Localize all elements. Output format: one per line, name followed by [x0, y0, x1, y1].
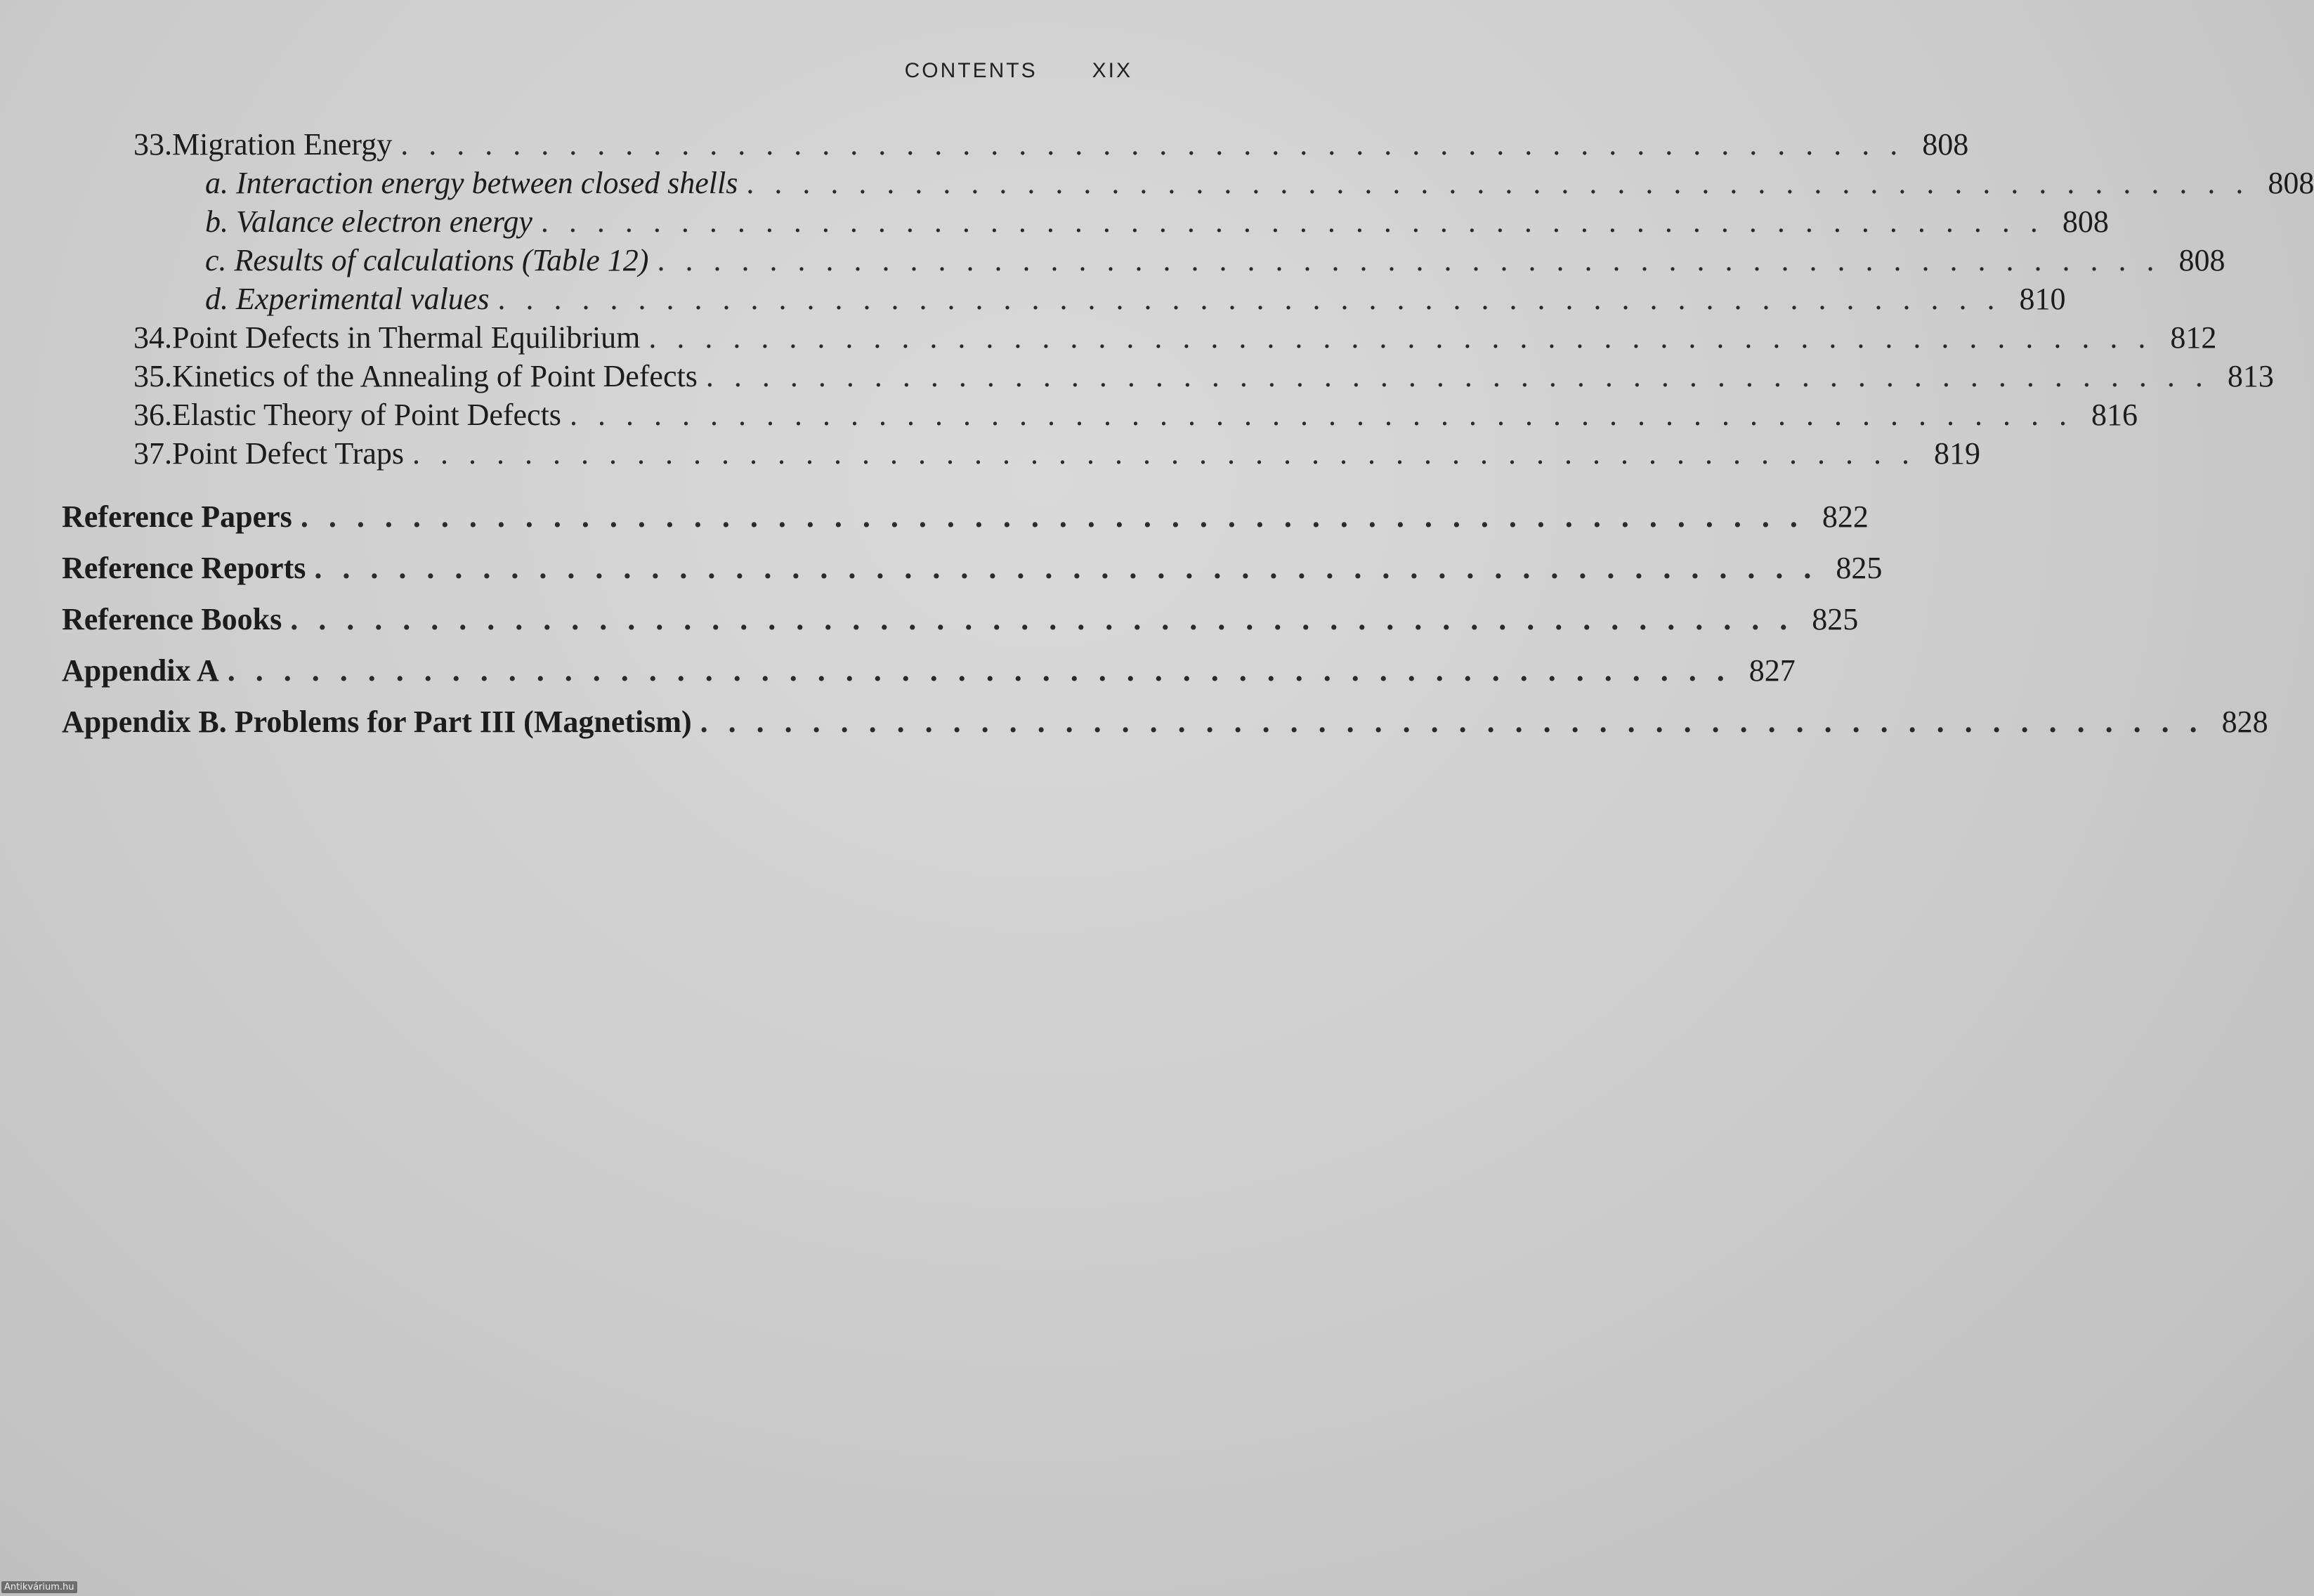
watermark-stamp: Antikvárium.hu — [1, 1581, 77, 1593]
toc-reference-books — [62, 600, 1859, 639]
toc-backmatter-title: Reference Books — [62, 602, 282, 636]
dot-leader: . . . . . . . . . . . . . . . . . . . . . . . . . . . . . . . . . . . . . . . . . . . . . . . . . . . . . . — [497, 282, 2001, 316]
toc-entry-page: 813 — [2227, 359, 2274, 393]
running-head — [905, 59, 1132, 83]
toc-appendix-b — [62, 702, 2268, 741]
toc-backmatter-title: Appendix A — [62, 653, 219, 688]
toc-subentry-33b — [205, 202, 2109, 241]
toc-entry-page: 808 — [1922, 127, 1969, 162]
toc-entry-title: Point Defects in Thermal Equilibrium — [172, 320, 641, 355]
toc-entry-page: 819 — [1934, 436, 1980, 471]
toc-subentry-33a — [205, 164, 2314, 202]
toc-entry-number: 33. — [133, 127, 172, 162]
toc-subentry-page: 810 — [2019, 282, 2066, 316]
dot-leader: . . . . . . . . . . . . . . . . . . . . . . . . . . . . . . . . . . . . . . . . . . . . . . . . . . . . . . — [705, 359, 2209, 393]
toc-subentry-33c — [205, 241, 2225, 280]
toc-subentry-page: 808 — [2062, 204, 2109, 239]
toc-backmatter-page: 822 — [1822, 499, 1869, 534]
toc-entry-number: 34. — [133, 320, 172, 355]
dot-leader: . . . . . . . . . . . . . . . . . . . . . . . . . . . . . . . . . . . . . . . . . . . . . . . . . . . . . . — [290, 602, 1794, 636]
dot-leader: . . . . . . . . . . . . . . . . . . . . . . . . . . . . . . . . . . . . . . . . . . . . . . . . . . . . . . — [700, 705, 2204, 739]
toc-backmatter-page: 827 — [1748, 653, 1796, 688]
toc-entry-34 — [133, 318, 2217, 357]
toc-entry-36 — [133, 395, 2138, 434]
toc-entry-page: 812 — [2170, 320, 2217, 355]
toc-reference-reports — [62, 549, 1883, 587]
running-head-section: CONTENTS — [904, 59, 1038, 82]
toc-backmatter-title: Reference Papers — [62, 499, 292, 534]
toc-entry-title: Migration Energy — [172, 127, 393, 162]
toc-entry-number: 36. — [133, 398, 172, 432]
dot-leader: . . . . . . . . . . . . . . . . . . . . . . . . . . . . . . . . . . . . . . . . . . . . . . . . . . . . . . — [569, 398, 2073, 432]
toc-entry-35 — [133, 357, 2274, 395]
toc-backmatter-page: 825 — [1836, 551, 1883, 585]
toc-entry-number: 35. — [133, 359, 172, 393]
toc-subentry-33d — [205, 280, 2066, 318]
toc-subentry-title: a. Interaction energy between closed shells — [205, 166, 738, 200]
toc-backmatter-page: 825 — [1812, 602, 1859, 636]
dot-leader: . . . . . . . . . . . . . . . . . . . . . . . . . . . . . . . . . . . . . . . . . . . . . . . . . . . . . . — [648, 320, 2152, 355]
toc-entry-37 — [133, 434, 1980, 473]
toc-appendix-a — [62, 651, 1796, 690]
toc-backmatter-title: Reference Reports — [62, 551, 306, 585]
toc-reference-papers — [62, 497, 1869, 536]
dot-leader: . . . . . . . . . . . . . . . . . . . . . . . . . . . . . . . . . . . . . . . . . . . . . . . . . . . . . . — [300, 499, 1804, 534]
toc-subentry-page: 808 — [2268, 166, 2314, 200]
dot-leader: . . . . . . . . . . . . . . . . . . . . . . . . . . . . . . . . . . . . . . . . . . . . . . . . . . . . . . — [227, 653, 1731, 688]
toc-entry-number: 37. — [133, 436, 172, 471]
toc-entry-title: Kinetics of the Annealing of Point Defects — [172, 359, 698, 393]
dot-leader: . . . . . . . . . . . . . . . . . . . . . . . . . . . . . . . . . . . . . . . . . . . . . . . . . . . . . . — [746, 166, 2250, 200]
toc-subentry-title: b. Valance electron energy — [205, 204, 532, 239]
toc-entry-33 — [133, 125, 1969, 164]
toc-subentry-page: 808 — [2178, 243, 2225, 277]
dot-leader: . . . . . . . . . . . . . . . . . . . . . . . . . . . . . . . . . . . . . . . . . . . . . . . . . . . . . . — [657, 243, 2161, 277]
toc-backmatter-title: Appendix B. Problems for Part III (Magnetism) — [62, 705, 692, 739]
running-head-page-number: XIX — [1092, 59, 1132, 82]
toc-backmatter-page: 828 — [2221, 705, 2268, 739]
toc-entry-title: Point Defect Traps — [172, 436, 404, 471]
toc-subentry-title: d. Experimental values — [205, 282, 490, 316]
dot-leader: . . . . . . . . . . . . . . . . . . . . . . . . . . . . . . . . . . . . . . . . . . . . . . . . . . . . . . — [540, 204, 2044, 239]
dot-leader: . . . . . . . . . . . . . . . . . . . . . . . . . . . . . . . . . . . . . . . . . . . . . . . . . . . . . . — [400, 127, 1904, 162]
dot-leader: . . . . . . . . . . . . . . . . . . . . . . . . . . . . . . . . . . . . . . . . . . . . . . . . . . . . . . — [314, 551, 1818, 585]
toc-subentry-title: c. Results of calculations (Table 12) — [205, 243, 649, 277]
toc-entry-page: 816 — [2091, 398, 2138, 432]
toc-entry-title: Elastic Theory of Point Defects — [172, 398, 561, 432]
dot-leader: . . . . . . . . . . . . . . . . . . . . . . . . . . . . . . . . . . . . . . . . . . . . . . . . . . . . . . — [412, 436, 1916, 471]
